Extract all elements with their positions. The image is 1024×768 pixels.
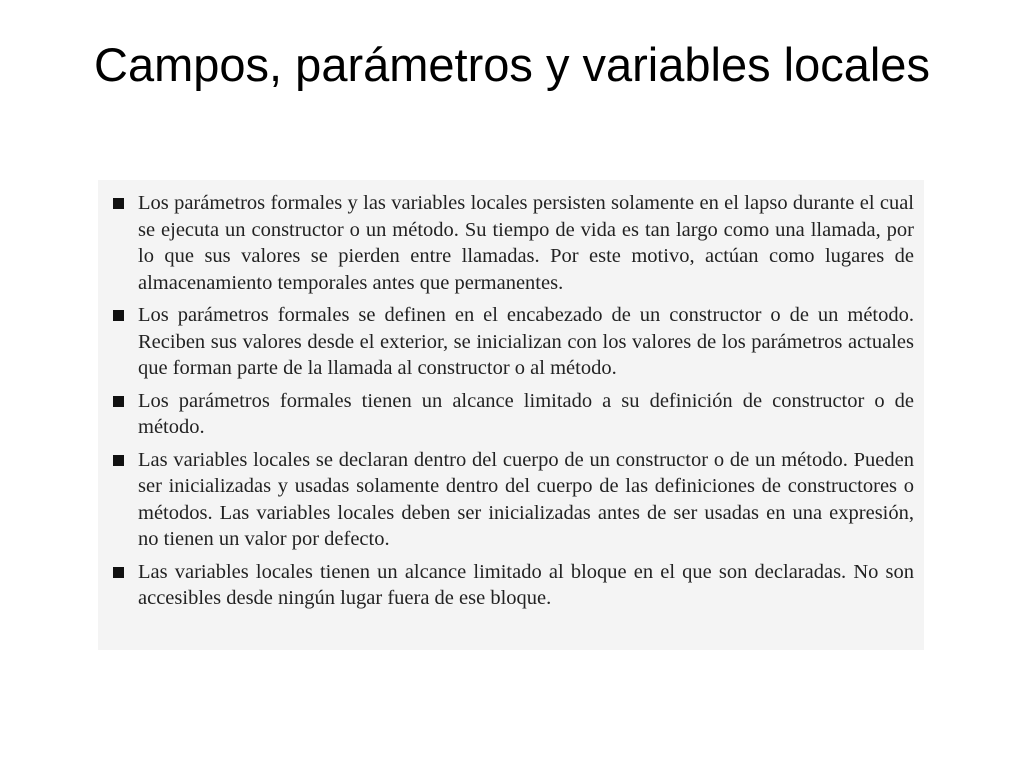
bullet-item (108, 388, 914, 441)
square-bullet-icon (113, 310, 124, 321)
slide-title: Campos, parámetros y variables locales (94, 38, 930, 91)
square-bullet-icon (113, 567, 124, 578)
bullet-item (108, 190, 914, 296)
bullet-item (108, 559, 914, 612)
scanned-text-image (98, 180, 924, 650)
bullet-item (108, 447, 914, 553)
bullet-text: Los parámetros formales se definen en el encabezado de un constructor o de un método. Reciben sus valores desde el exterior, se inicializan con los valores de los parámetros actuales que forman parte de la llamada al constructor o al método. (138, 304, 914, 379)
bullet-list (108, 190, 914, 612)
bullet-text: Los parámetros formales y las variables locales persisten solamente en el lapso durante el cual se ejecuta un constructor o un método. Su tiempo de vida es tan largo como una llamada, por lo que sus valores se pierden entre llamadas. Por este motivo, actúan como lugares de almacenamiento temporales antes que permanentes. (138, 192, 914, 294)
square-bullet-icon (113, 455, 124, 466)
square-bullet-icon (113, 198, 124, 209)
square-bullet-icon (113, 396, 124, 407)
bullet-text: Las variables locales tienen un alcance limitado al bloque en el que son declaradas. No son accesibles desde ningún lugar fuera de ese bloque. (138, 560, 914, 609)
bullet-item (108, 302, 914, 382)
bullet-text: Las variables locales se declaran dentro del cuerpo de un constructor o de un método. Pueden ser inicializadas y usadas solamente dentro del cuerpo de las definiciones de constructores o métodos. Las variables locales deben ser inicializadas antes de ser usadas en una expresión, no tienen un valor por defecto. (138, 448, 914, 550)
bullet-text: Los parámetros formales tienen un alcance limitado a su definición de constructor o de método. (138, 389, 914, 438)
